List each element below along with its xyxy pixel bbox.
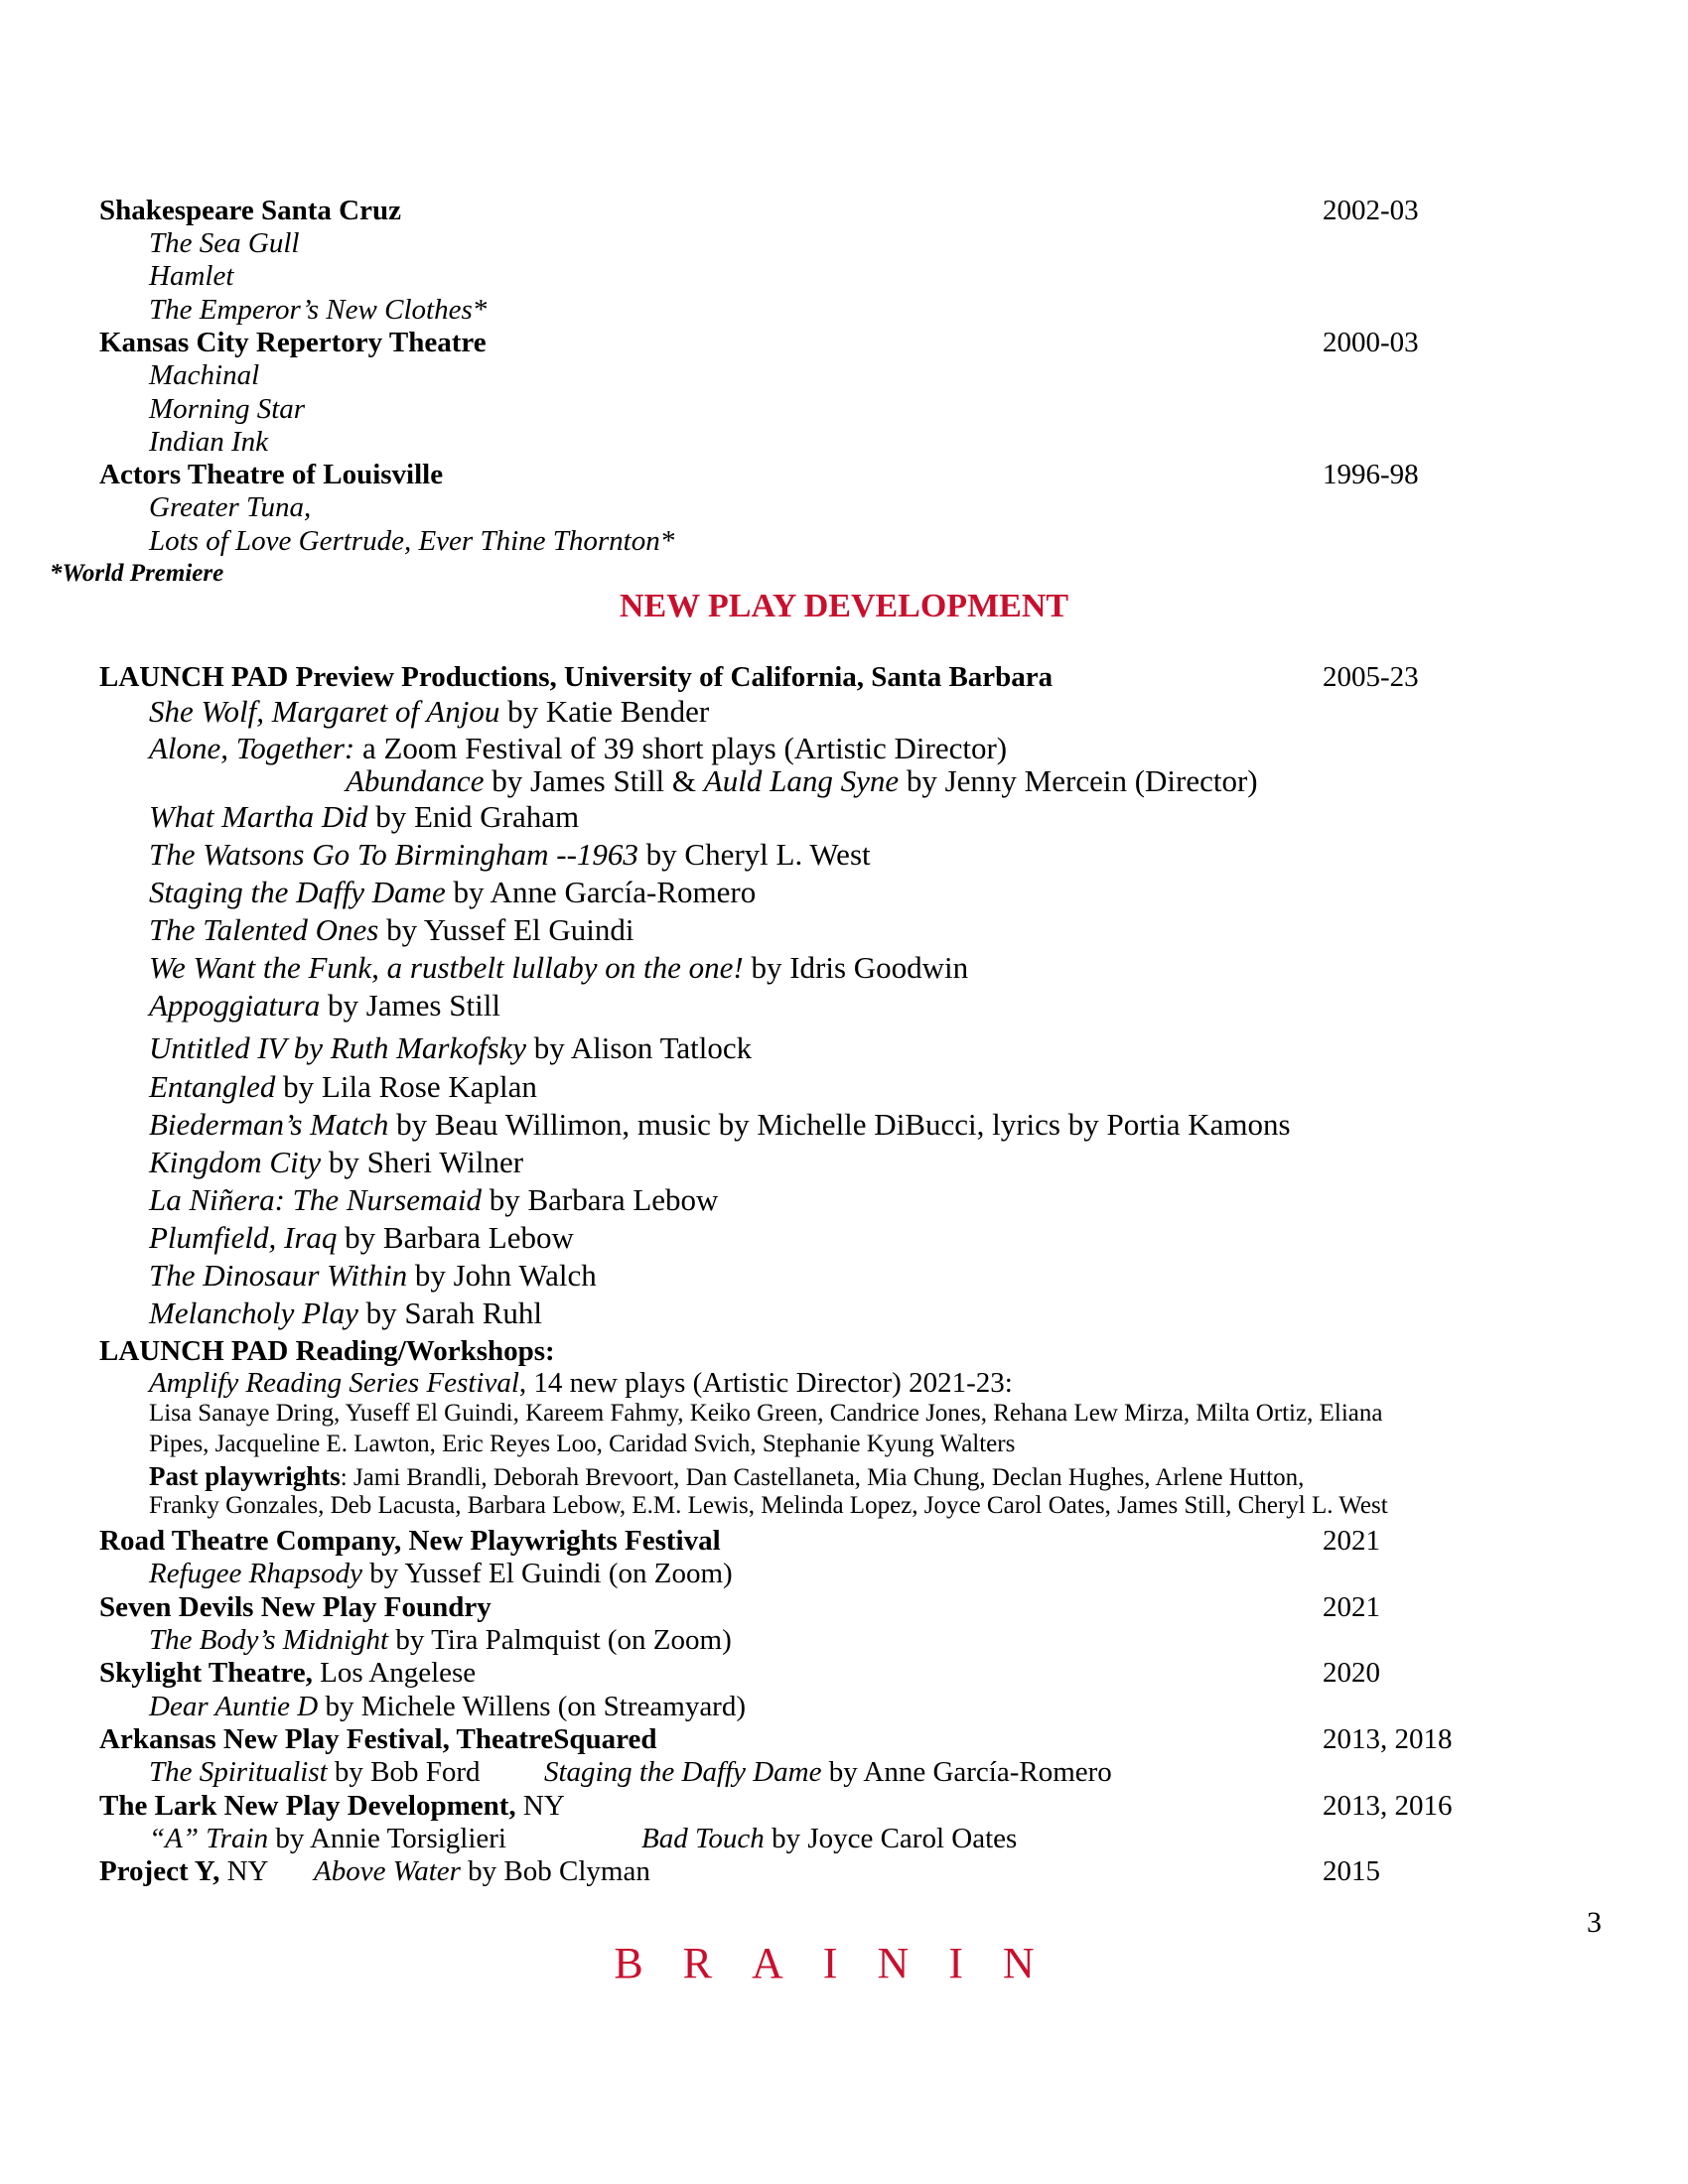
org-actors-theatre-louisville: Actors Theatre of Louisville bbox=[99, 459, 444, 490]
footer-brand: BRAININ bbox=[614, 1939, 1074, 1987]
play-credit: Staging the Daffy Dame by Anne García-Romero bbox=[544, 1756, 1112, 1788]
section-heading: NEW PLAY DEVELOPMENT bbox=[619, 588, 1069, 624]
play-credit: The Watsons Go To Birmingham --1963 by Cheryl L. West bbox=[149, 837, 871, 872]
play-credit: Plumfield, Iraq by Barbara Lebow bbox=[149, 1220, 574, 1255]
years-lark: 2013, 2016 bbox=[1323, 1790, 1453, 1822]
play-credit: Staging the Daffy Dame by Anne García-Romero bbox=[149, 875, 757, 909]
play-credit: The Dinosaur Within by John Walch bbox=[149, 1258, 597, 1293]
years-seven-devils: 2021 bbox=[1323, 1591, 1380, 1623]
play-title: The Sea Gull bbox=[149, 227, 300, 259]
past-playwrights: Past playwrights: Jami Brandli, Deborah Brevoort, Dan Castellaneta, Mia Chung, Declan Hughes, Arlene Hutton, bbox=[149, 1461, 1305, 1491]
play-credit: Untitled IV by Ruth Markofsky by Alison Tatlock bbox=[149, 1030, 753, 1065]
page-number: 3 bbox=[1587, 1906, 1602, 1939]
years-project-y: 2015 bbox=[1323, 1855, 1380, 1887]
amplify-playwrights: Pipes, Jacqueline E. Lawton, Eric Reyes Loo, Caridad Svich, Stephanie Kyung Walters bbox=[149, 1431, 1016, 1457]
org-skylight-theatre: Skylight Theatre, Los Angelese bbox=[99, 1657, 477, 1689]
play-title: Greater Tuna, bbox=[149, 491, 312, 523]
org-launch-pad-readings: LAUNCH PAD Reading/Workshops: bbox=[99, 1335, 555, 1367]
play-credit: La Niñera: The Nursemaid by Barbara Lebow bbox=[149, 1182, 719, 1217]
play-title: Machinal bbox=[149, 359, 260, 391]
org-shakespeare-santa-cruz: Shakespeare Santa Cruz bbox=[99, 195, 401, 226]
play-credit-sub: Abundance by James Still & Auld Lang Syne by Jenny Mercein (Director) bbox=[346, 763, 1258, 798]
play-credit: Refugee Rhapsody by Yussef El Guindi (on Zoom) bbox=[149, 1558, 733, 1589]
years-launch-pad: 2005-23 bbox=[1323, 661, 1419, 693]
play-title: The Emperor’s New Clothes* bbox=[149, 294, 488, 326]
play-credit: Biederman’s Match by Beau Willimon, music by Michelle DiBucci, lyrics by Portia Kamons bbox=[149, 1107, 1291, 1142]
play-title: Hamlet bbox=[149, 260, 234, 292]
org-road-theatre: Road Theatre Company, New Playwrights Festival bbox=[99, 1525, 721, 1557]
play-credit: Entangled by Lila Rose Kaplan bbox=[149, 1069, 537, 1104]
org-seven-devils: Seven Devils New Play Foundry bbox=[99, 1591, 492, 1623]
years-actors-theatre-louisville: 1996-98 bbox=[1323, 459, 1419, 490]
play-title: Morning Star bbox=[149, 393, 306, 425]
org-project-y: Project Y, NY bbox=[99, 1855, 269, 1887]
years-kansas-city-rep: 2000-03 bbox=[1323, 327, 1419, 358]
play-credit: Appoggiatura by James Still bbox=[149, 988, 500, 1023]
play-credit: Above Water by Bob Clyman bbox=[314, 1855, 650, 1887]
footnote-world-premiere: *World Premiere bbox=[50, 560, 224, 587]
org-lark: The Lark New Play Development, NY bbox=[99, 1790, 565, 1822]
play-credit: Kingdom City by Sheri Wilner bbox=[149, 1145, 524, 1179]
play-credit: “A” Train by Annie Torsiglieri bbox=[149, 1823, 506, 1854]
years-arkansas-new-play: 2013, 2018 bbox=[1323, 1723, 1453, 1755]
play-credit: Bad Touch by Joyce Carol Oates bbox=[641, 1823, 1018, 1854]
play-credit: We Want the Funk, a rustbelt lullaby on the one! by Idris Goodwin bbox=[149, 950, 969, 985]
play-credit: The Talented Ones by Yussef El Guindi bbox=[149, 912, 634, 947]
play-title: Lots of Love Gertrude, Ever Thine Thornton* bbox=[149, 525, 675, 557]
org-arkansas-new-play: Arkansas New Play Festival, TheatreSquared bbox=[99, 1723, 657, 1755]
play-credit: What Martha Did by Enid Graham bbox=[149, 799, 580, 834]
play-credit: Dear Auntie D by Michele Willens (on Streamyard) bbox=[149, 1691, 747, 1722]
play-credit: She Wolf, Margaret of Anjou by Katie Bender bbox=[149, 694, 710, 729]
years-shakespeare-santa-cruz: 2002-03 bbox=[1323, 195, 1419, 226]
past-playwrights: Franky Gonzales, Deb Lacusta, Barbara Lebow, E.M. Lewis, Melinda Lopez, Joyce Carol Oates, James Still, Cheryl L. West bbox=[149, 1492, 1388, 1519]
org-kansas-city-rep: Kansas City Repertory Theatre bbox=[99, 327, 487, 358]
play-credit: Melancholy Play by Sarah Ruhl bbox=[149, 1296, 543, 1330]
amplify-playwrights: Lisa Sanaye Dring, Yuseff El Guindi, Kareem Fahmy, Keiko Green, Candrice Jones, Rehana Lew Mirza, Milta Ortiz, Eliana bbox=[149, 1400, 1383, 1427]
years-road-theatre: 2021 bbox=[1323, 1525, 1380, 1557]
org-launch-pad-preview: LAUNCH PAD Preview Productions, University of California, Santa Barbara bbox=[99, 661, 1054, 693]
play-credit: The Body’s Midnight by Tira Palmquist (on Zoom) bbox=[149, 1624, 732, 1656]
play-credit: Alone, Together: a Zoom Festival of 39 short plays (Artistic Director) bbox=[149, 731, 1008, 765]
amplify-festival: Amplify Reading Series Festival, 14 new plays (Artistic Director) 2021-23: bbox=[149, 1367, 1013, 1399]
years-skylight-theatre: 2020 bbox=[1323, 1657, 1380, 1689]
play-title: Indian Ink bbox=[149, 426, 268, 458]
play-credit: The Spiritualist by Bob Ford bbox=[149, 1756, 481, 1788]
